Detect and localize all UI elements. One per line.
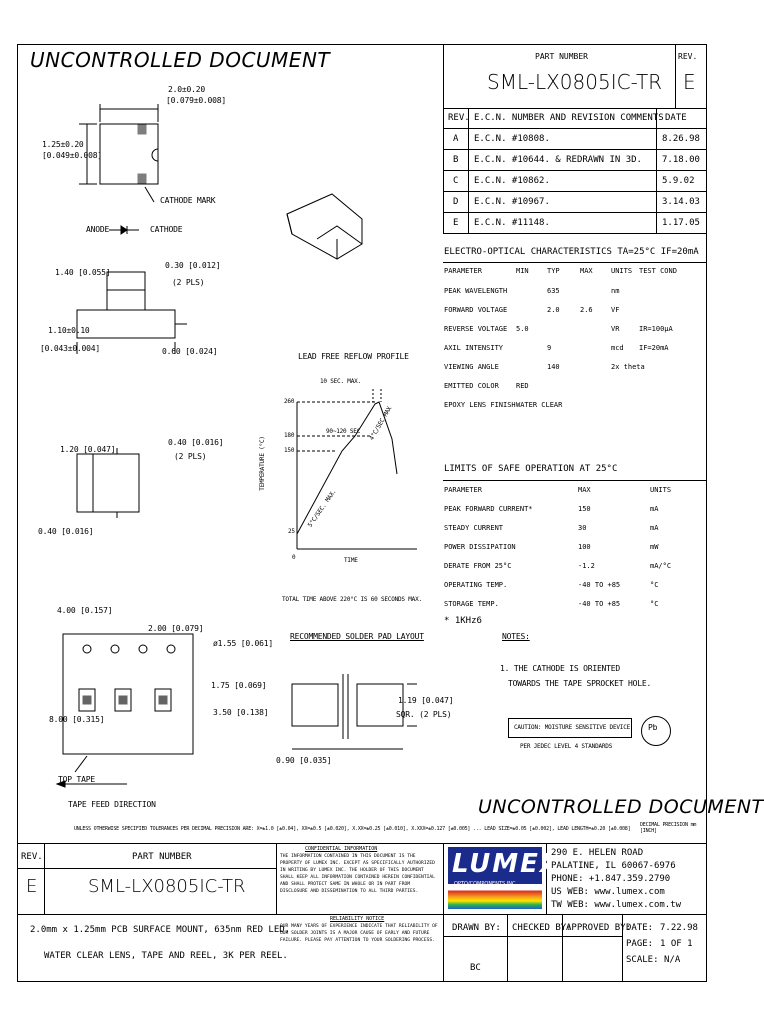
address-1: 290 E. HELEN ROAD [551,848,644,858]
reflow-180: 180 [284,432,295,439]
eo-cell: REVERSE VOLTAGE [444,325,508,333]
limits-cell: mW [650,543,659,551]
notes-title: NOTES: [502,632,530,641]
rev-row-rev: B [453,155,459,165]
tolerance-line: UNLESS OTHERWISE SPECIFIED TOLERANCES PER DECIMAL PRECISION ARE: X=±1.0 [±0.04], XX=±0.5 [±0.020], X.XX=±0.25 [±0.010], X.XXX=±0.127 [±0.005] ... LEAD SIZE=±0.05 [±0.002], LEAD LENGTH=±0.20 [±0.008] [74,826,631,832]
drawn-label: DRAWN BY: [452,923,501,933]
tb-pn: SML-LX0805IC-TR [88,876,246,897]
page-label: PAGE: [626,939,654,949]
reflow-down: 4°C/SEC MAX [368,405,394,442]
rev-row-ecn: E.C.N. #10644. & REDRAWN IN 3D. [474,155,642,165]
rev-row-ecn: E.C.N. #11148. [474,218,550,228]
reflow-ylabel: TEMPERATURE (°C) [258,436,266,491]
eo-cell: mcd [611,344,624,352]
eo-header: TEST COND [639,267,677,275]
reflow-0: 0 [292,554,296,561]
note-1a: 1. THE CATHODE IS ORIENTED [500,664,621,673]
limits-caption: LIMITS OF SAFE OPERATION AT 25°C [444,464,618,474]
dim-c: 1.10±0.10 [48,326,90,335]
rev-row-rev: C [453,176,459,186]
limits-cell: STORAGE TEMP. [444,600,499,608]
pad-dim2: SQR. (2 PLS) [396,710,452,719]
reflow-260: 260 [284,398,295,405]
rev-row-ecn: E.C.N. #10862. [474,176,550,186]
dim-a: 1.40 [0.055] [55,268,111,277]
eo-header: MIN [516,267,529,275]
limits-cell: DERATE FROM 25°C [444,562,512,570]
dim-c-in: [0.043±0.004] [40,344,101,353]
tb-rev-label: REV. [21,852,43,862]
limits-cell: mA/°C [650,562,672,570]
rev-row-ecn: E.C.N. #10808. [474,134,550,144]
dim-e: 1.20 [0.047] [60,445,116,454]
dim-top-width: 2.0±0.20 [168,85,205,94]
note-1b: TOWARDS THE TAPE SPROCKET HOLE. [508,679,652,688]
eo-cell: 9 [547,344,552,352]
date-col-header: DATE [665,113,687,123]
reliability-text: OUR MANY YEARS OF EXPERIENCE INDICATE THAT RELIABILITY OF OUR SOLDER JOINTS IS A MAJOR CAUSE OF EARLY AND FUTURE FAILURE. PLEASE PAY ATTENTION TO YOUR SOLDERING PROCESS. [280,924,438,943]
limits-cell: °C [650,600,659,608]
eo-cell: WATER CLEAR [516,401,563,409]
eo-cell: VIEWING ANGLE [444,363,499,371]
lumex-logo-sub: OPTO/COMPONENTS INC. [454,881,518,887]
tape-p2: 2.00 [0.079] [148,624,204,633]
dim-b2: (2 PLS) [172,278,205,287]
reflow-150: 150 [284,447,295,454]
eo-cell: nm [611,287,620,295]
eo-caption: ELECTRO-OPTICAL CHARACTERISTICS TA=25°C IF=20mA [444,247,699,257]
limits-footnote: * 1KHz6 [444,616,482,626]
scale-label: SCALE: [626,955,659,965]
rev-row-rev: D [453,197,459,207]
pad-dim: 1.19 [0.047] [398,696,454,705]
dim-top-width-in: [0.079±0.008] [166,96,227,105]
web-tw: TW WEB: www.lumex.com.tw [551,900,682,910]
eo-header: TYP [547,267,560,275]
dim-f: 0.40 [0.016] [168,438,224,447]
reflow-ramp: 5°C/SEC. MAX. [306,488,338,529]
rev-row-rev: A [453,134,459,144]
limits-cell: mA [650,524,659,532]
feed-direction: TAPE FEED DIRECTION [68,800,156,809]
eo-cell: 140 [547,363,560,371]
eo-header: PARAMETER [444,267,482,275]
top-tape-label: TOP TAPE [58,775,95,784]
tape-d0: ø1.55 [0.061] [213,639,274,648]
rev-row-date: 7.18.00 [662,155,700,165]
confidential-title: CONFIDENTIAL INFORMATION [305,846,378,852]
eo-cell: PEAK WAVELENGTH [444,287,508,295]
eo-header: MAX [580,267,593,275]
eo-cell: RED [516,382,529,390]
eo-cell: EMITTED COLOR [444,382,499,390]
anode-label: ANODE [86,225,110,234]
rev-top: E [683,70,696,94]
date-value: 7.22.98 [660,923,698,933]
eo-cell: VR [611,325,620,333]
drawn-by: BC [470,963,481,973]
checked-label: CHECKED BY: [512,923,572,933]
dim-g: 0.40 [0.016] [38,527,94,536]
limits-header: UNITS [650,486,672,494]
dim-b: 0.30 [0.012] [165,261,221,270]
uncontrolled-stamp-top: UNCONTROLLED DOCUMENT [30,48,331,72]
rev-row-date: 1.17.05 [662,218,700,228]
limits-header: MAX [578,486,591,494]
limits-cell: POWER DISSIPATION [444,543,516,551]
limits-cell: PEAK FORWARD CURRENT* [444,505,533,513]
reliability-title: RELIABILITY NOTICE [330,916,385,922]
cathode-label: CATHODE [150,225,183,234]
reflow-xlabel: TIME [344,557,358,564]
tape-f: 3.50 [0.138] [213,708,269,717]
eo-cell: 2x theta [611,363,645,371]
limits-cell: -40 TO +85 [578,581,621,589]
limits-cell: STEADY CURRENT [444,524,504,532]
eo-cell: EPOXY LENS FINISH [444,401,516,409]
tape-e: 1.75 [0.069] [211,681,267,690]
dim-f2: (2 PLS) [174,452,207,461]
tape-w: 8.00 [0.315] [49,715,105,724]
lumex-logo-text: LUMEX [452,849,562,879]
limits-cell: -1.2 [578,562,595,570]
revision-table [443,108,707,234]
page-value: 1 OF 1 [660,939,693,949]
eo-cell: 5.0 [516,325,529,333]
caution-level: PER JEDEC LEVEL 4 STANDARDS [520,743,613,750]
rev-col-header: REV. [448,113,470,123]
part-number: SML-LX0805IC-TR [487,70,663,94]
limits-cell: 150 [578,505,591,513]
limits-cell: °C [650,581,659,589]
rev-row-date: 5.9.02 [662,176,695,186]
part-number-label: PART NUMBER [535,52,588,61]
eo-cell: 635 [547,287,560,295]
caution-text: CAUTION: MOISTURE SENSITIVE DEVICE [514,724,631,731]
rev-row-date: 8.26.98 [662,134,700,144]
description-2: WATER CLEAR LENS, TAPE AND REEL, 3K PER REEL. [44,951,288,961]
cathode-mark: CATHODE MARK [160,196,216,205]
dim-d: 0.60 [0.024] [162,347,218,356]
reflow-title: LEAD FREE REFLOW PROFILE [298,352,409,361]
limits-header: PARAMETER [444,486,482,494]
pad-title: RECOMMENDED SOLDER PAD LAYOUT [290,632,424,641]
limits-cell: OPERATING TEMP. [444,581,508,589]
confidential-text: THE INFORMATION CONTAINED IN THIS DOCUMENT IS THE PROPERTY OF LUMEX INC. EXCEPT AS SPECIFICALLY AUTHORIZED IN WRITING BY LUMEX INC. THE HOLDER OF THIS DOCUMENT SHALL KEEP ALL INFORMATION CONTAINED HEREIN CONFIDENTIAL AND SHALL PROTECT SAME IN WHOLE OR IN PART FROM DISCLOSURE AND DISSEMINATION TO ALL THIRD PARTIES. [280,854,435,894]
eo-cell: IF=20mA [639,344,669,352]
eo-cell: IR=100μA [639,325,673,333]
eo-cell: 2.6 [580,306,593,314]
limits-cell: 100 [578,543,591,551]
address-2: PALATINE, IL 60067-6976 [551,861,676,871]
limits-cell: mA [650,505,659,513]
scale-value: N/A [664,955,681,965]
date-label: DATE: [626,923,654,933]
tb-rev: E [26,876,38,897]
description-1: 2.0mm x 1.25mm PCB SURFACE MOUNT, 635nm RED LED, [30,925,291,935]
pad-dim3: 0.90 [0.035] [276,756,332,765]
reflow-10s: 10 SEC. MAX. [320,378,361,385]
eo-cell: 2.0 [547,306,560,314]
rev-row-date: 3.14.03 [662,197,700,207]
reflow-25: 25 [288,528,295,535]
uncontrolled-stamp-bottom: UNCONTROLLED DOCUMENT [478,796,764,818]
eo-cell: AXIL INTENSITY [444,344,504,352]
eo-cell: VF [611,306,620,314]
mechanical-drawing [17,44,447,844]
eo-header: UNITS [611,267,633,275]
reflow-note: TOTAL TIME ABOVE 220°C IS 60 SECONDS MAX. [282,596,422,603]
web-us: US WEB: www.lumex.com [551,887,665,897]
pb-label: Pb [648,723,658,732]
tape-p0: 4.00 [0.157] [57,606,113,615]
rev-label-top: REV. [678,52,698,61]
rev-row-ecn: E.C.N. #10967. [474,197,550,207]
limits-cell: 30 [578,524,587,532]
rev-row-rev: E [453,218,459,228]
approved-label: APPROVED BY: [566,923,632,933]
dim-top-height: 1.25±0.20 [42,140,84,149]
tb-pn-label: PART NUMBER [132,852,192,862]
tolerance-right: DECIMAL PRECISION mm [INCH] [640,822,697,834]
phone: PHONE: +1.847.359.2790 [551,874,671,884]
eo-cell: FORWARD VOLTAGE [444,306,508,314]
dim-top-height-in: [0.049±0.008] [42,151,103,160]
reflow-soak: 90~120 SEC [326,428,361,435]
ecn-col-header: E.C.N. NUMBER AND REVISION COMMENTS [474,113,664,123]
limits-cell: -40 TO +85 [578,600,621,608]
